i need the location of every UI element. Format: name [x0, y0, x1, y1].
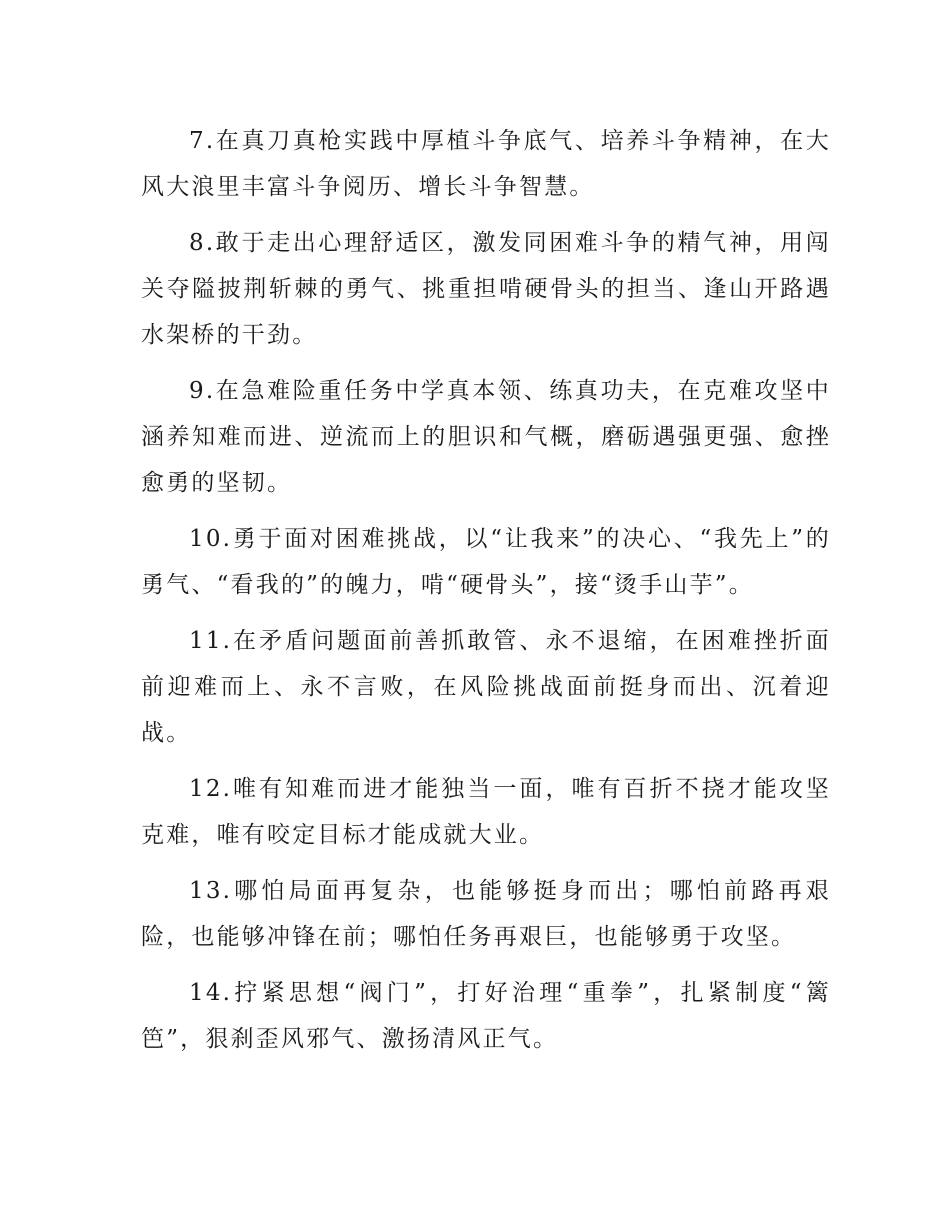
document-body — [141, 118, 831, 1072]
paragraph-11: 11.在矛盾问题面前善抓敢管、永不退缩，在困难挫折面前迎难而上、永不言败，在风险挑战面前挺身而出、沉着迎战。 — [141, 628, 831, 746]
paragraph-8: 8.敢于走出心理舒适区，激发同困难斗争的精气神，用闯关夺隘披荆斩棘的勇气、挑重担啃硬骨头的担当、逢山开路遇水架桥的干劲。 — [141, 230, 831, 348]
paragraph-7: 7.在真刀真枪实践中厚植斗争底气、培养斗争精神，在大风大浪里丰富斗争阅历、增长斗争智慧。 — [141, 128, 831, 200]
paragraph-9: 9.在急难险重任务中学真本领、练真功夫，在克难攻坚中涵养知难而进、逆流而上的胆识和气概，磨砺遇强更强、愈挫愈勇的坚韧。 — [141, 378, 831, 496]
paragraph-10: 10.勇于面对困难挑战，以“让我来”的决心、“我先上”的勇气、“看我的”的魄力，啃“硬骨头”，接“烫手山芋”。 — [141, 526, 831, 598]
paragraph-13: 13.哪怕局面再复杂，也能够挺身而出；哪怕前路再艰险，也能够冲锋在前；哪怕任务再艰巨，也能够勇于攻坚。 — [141, 878, 831, 950]
paragraph-14: 14.拧紧思想“阀门”，打好治理“重拳”，扎紧制度“篱笆”，狠刹歪风邪气、激扬清风正气。 — [141, 980, 831, 1052]
paragraph-12: 12.唯有知难而进才能独当一面，唯有百折不挠才能攻坚克难，唯有咬定目标才能成就大业。 — [141, 776, 831, 848]
